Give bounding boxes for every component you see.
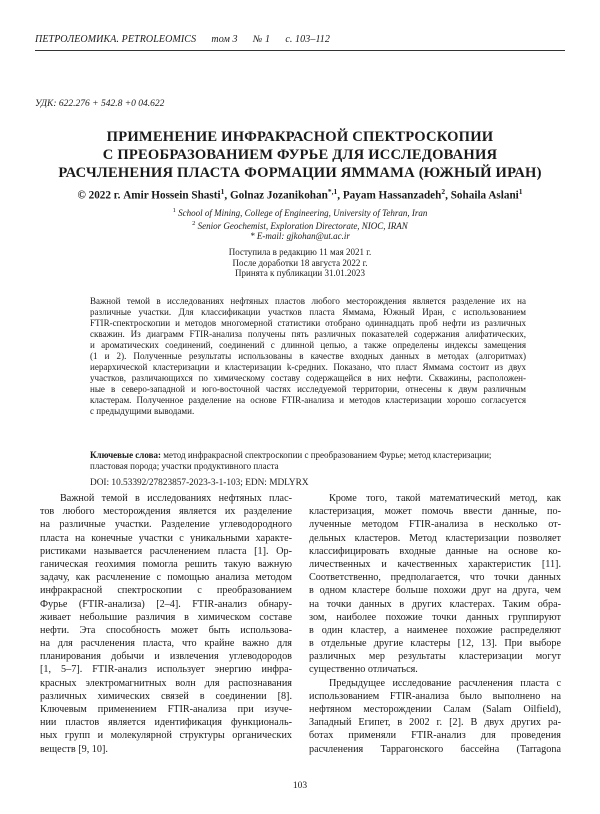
- keywords-text: пластовая порода; участки продуктивного пласта: [90, 461, 279, 471]
- keywords: [90, 450, 570, 472]
- abstract-line: различные участки. Для классификации участков пласта Яммама, Южный Иран, с использованием: [90, 307, 526, 318]
- body-column-left: [40, 492, 292, 756]
- keywords-text: метод инфракрасной спектроскопии с преобразованием Фурье; метод кластеризации;: [163, 450, 492, 460]
- title-line: РАСЧЛЕНЕНИЯ ПЛАСТА ФОРМАЦИИ ЯММАМА (ЮЖНЫЙ ИРАН): [58, 165, 542, 181]
- body-line: в отдельные другие кластеры [12, 13]. При выборе: [309, 638, 561, 650]
- body-line: личественных и качественных характеристик [11].: [309, 558, 561, 570]
- body-line: инфракрасной спектроскопии с преобразованием: [40, 585, 292, 597]
- body-line: существенно отличаться.: [309, 664, 418, 676]
- page-number: 103: [292, 781, 308, 791]
- body-line: в одном кластере больше похожи друг на друга, чем: [309, 585, 561, 597]
- article-title: [40, 128, 560, 182]
- body-line: Фурье (FTIR-анализа) [2–4]. FTIR-анализ обнару-: [40, 598, 292, 610]
- body-line: ботах применяли FTIR-анализ для проведения: [309, 730, 561, 742]
- author-affil-mark: 1: [220, 187, 225, 196]
- journal-name: ПЕТРОЛЕОМИКА. PETROLEOMICS: [35, 34, 197, 45]
- body-line: Важной темой в исследованиях нефтяных плас-: [60, 493, 292, 504]
- body-line: [1, 5–7]. FTIR-анализ использует энергию инфра-: [40, 664, 292, 676]
- abstract-line: кластерам. Полученное разделение на основе FTIR-анализа и методов кластеризации хорошо согласуется: [90, 395, 526, 406]
- body-line: ных групп и молекулярной структуры органических: [40, 730, 292, 742]
- udc-code: УДК: 622.276 + 542.8 +0 04.622: [35, 99, 165, 109]
- body-line: веществ [9, 10].: [40, 743, 108, 755]
- received-date: Поступила в редакцию 11 мая 2021 г.: [228, 247, 372, 257]
- author-affil-mark: 2: [441, 187, 446, 196]
- body-line: расчленения Таррагонского бассейна (Tarragona: [309, 743, 561, 755]
- abstract-line: и ароматических соединений, соединений с длинной цепью, а также определены индексы замещения: [90, 340, 526, 351]
- header-rule: [35, 50, 565, 51]
- body-line: нефтяном месторождении Салам (Salam Oilfield),: [309, 704, 561, 715]
- body-line: лученные методом FTIR-анализа в несколько от-: [309, 519, 561, 531]
- author-affil-mark: 1: [518, 187, 523, 196]
- body-line: Кроме того, такой математический метод, как: [329, 493, 561, 504]
- abstract-line: с предыдущими выводами.: [90, 406, 195, 417]
- body-line: различных химических связей в соединении [8].: [40, 690, 292, 702]
- body-line: Предыдущее исследование расчленения пласта с: [329, 677, 561, 689]
- body-line: нефти. Эта способность может быть использова-: [40, 624, 292, 636]
- journal-volume: том 3: [211, 34, 238, 45]
- abstract-line: Важной темой в исследованиях нефтяных пластов любого месторождения является разделение их на: [90, 296, 526, 306]
- title-line: С ПРЕОБРАЗОВАНИЕМ ФУРЬЕ ДЛЯ ИССЛЕДОВАНИЯ: [102, 147, 498, 163]
- author-name: Amir Hossein Shasti: [123, 189, 221, 202]
- journal-issue: № 1: [252, 34, 271, 45]
- body-column-right: [309, 492, 561, 756]
- body-line: на различные участки. Разделение углеводородного: [40, 519, 292, 531]
- body-line: красных электромагнитных волн для распознавания: [40, 677, 292, 689]
- author-affil-mark: *,1: [327, 187, 338, 196]
- author-list: © 2022 г. Amir Hossein Shasti$^1$, Golnaz Jozanikohan$^{*,1}$, Payam Hassanzadeh$^2$, Sohaila Aslani$^1$: [77, 187, 523, 202]
- accepted-date: Принята к публикации 31.01.2023: [235, 268, 365, 278]
- body-line: различных мер результаты кластеризации могут: [309, 651, 561, 663]
- doi-link[interactable]: DOI: 10.53392/27823857-2023-3-1-103; EDN: MDLYRX: [90, 478, 309, 488]
- affiliation-line: $^2$ Senior Geochemist, Exploration Directorate, NIOC, IRAN: [192, 219, 408, 231]
- title-line: ПРИМЕНЕНИЕ ИНФРАКРАСНОЙ СПЕКТРОСКОПИИ: [106, 129, 494, 145]
- body-line: пласта на конечные участки с уникальными характе-: [40, 532, 292, 544]
- abstract: [90, 296, 526, 418]
- body-line: классифицировать входные данные на основе ко-: [309, 545, 561, 557]
- body-line: Соответственно, предполагается, что точки данных: [309, 572, 561, 584]
- body-line: нии пластов является идентификация функциональ-: [40, 717, 292, 729]
- abstract-line: участков, различающихся по химическому составу содержащейся в них нефти. Скважины, расположен-: [90, 373, 526, 384]
- journal-pages: с. 103–112: [285, 34, 331, 45]
- revised-date: После доработки 18 августа 2022 г.: [232, 257, 368, 268]
- running-head: [35, 34, 330, 45]
- body-line: задачу, как расчленение с помощью анализа методом: [40, 572, 292, 584]
- body-line: дельных кластеров. Метод кластеризации позволяет: [309, 532, 561, 544]
- affiliation-line: $^1$ School of Mining, College of Engineering, University of Tehran, Iran: [172, 207, 428, 218]
- body-line: кластеризация, может помочь ввести данные, по-: [309, 506, 561, 518]
- abstract-line: ные в северо-западной и юго-восточной частях исследуемой территории, отнесены к двум различным: [90, 384, 526, 395]
- abstract-line: скважин. Из диаграмм FTIR-анализа получены пять различных показателей содержания алифатических,: [90, 329, 526, 340]
- body-line: на для расчленения пласта, что крайне важно для: [40, 638, 292, 650]
- body-line: на точки данных в других кластерах. Таким обра-: [309, 598, 561, 610]
- body-line: ристиками называется расчленением пласта [1]. Ор-: [40, 545, 292, 557]
- abstract-line: FTIR-спектроскопии и методов многомерной статистики отобрано одиннадцать проб нефти из различных: [90, 318, 526, 329]
- body-line: живает небольшие различия в химическом составе: [40, 611, 292, 623]
- submission-dates: [150, 247, 450, 279]
- body-line: в один кластер, а наименее похожие распределяют: [309, 624, 561, 636]
- body-line: планирования добычи и извлечения углеводородов: [40, 651, 292, 663]
- body-line: тов любого месторождения является их разделение: [40, 506, 292, 518]
- abstract-line: (1 и 2). Полученные результаты использованы в качестве входных данных в методах (алгоритмах): [90, 351, 526, 362]
- body-line: зом, наиболее похожие точки данных группируют: [309, 611, 561, 623]
- author-name: Sohaila Aslani: [450, 189, 519, 202]
- keywords-label: Ключевые слова:: [90, 450, 161, 460]
- body-line: ганическая геохимия помогла решить такую важную: [40, 558, 292, 570]
- contact-email[interactable]: * E-mail: gjkohan@ut.ac.ir: [250, 231, 350, 241]
- body-line: Ключевым применением FTIR-анализа при изуче-: [40, 704, 292, 715]
- affiliations: [100, 206, 500, 242]
- body-line: Западный Египет, в 2002 г. [2]. В двух других ра-: [309, 717, 561, 729]
- abstract-line: иерархической кластеризации и кластеризации k-средних. Показано, что пласт Яммама состоит из двух: [90, 362, 526, 373]
- body-line: использованием FTIR-анализа было выполнено на: [309, 690, 561, 702]
- author-name: Payam Hassanzadeh: [342, 189, 442, 202]
- copyright-year: © 2022 г.: [77, 189, 121, 202]
- author-name: Golnaz Jozanikohan: [229, 189, 328, 202]
